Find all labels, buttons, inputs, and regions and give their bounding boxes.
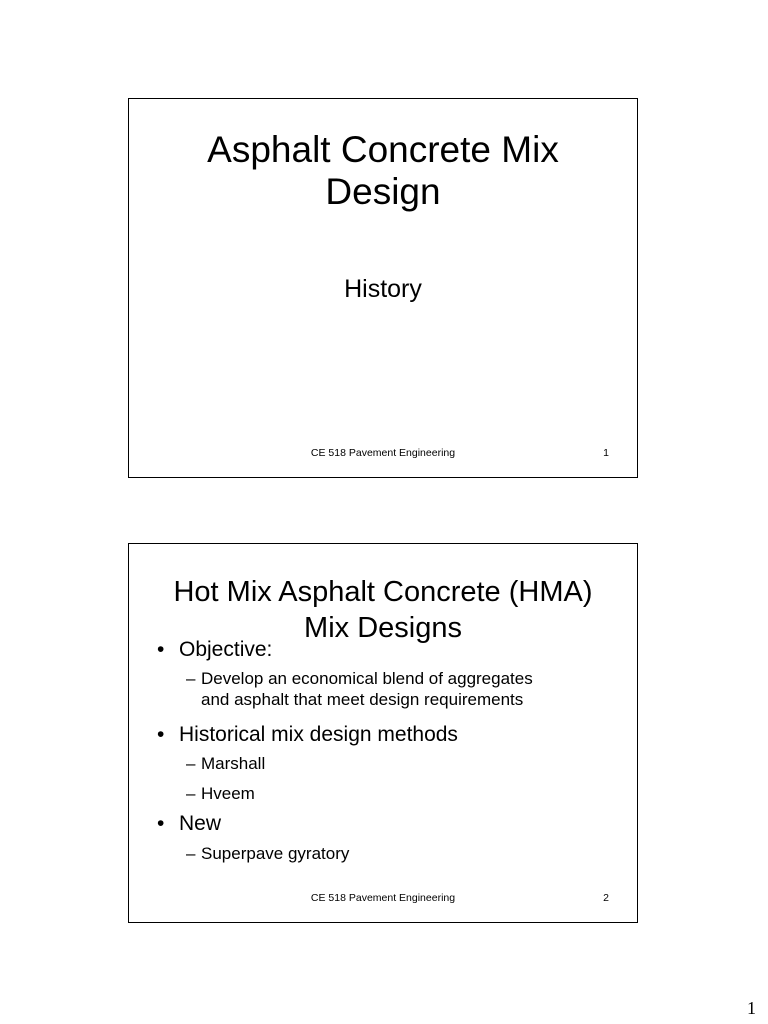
bullet-dot: •	[157, 723, 165, 746]
bullet-objective	[157, 638, 272, 662]
bullet-historical	[157, 723, 458, 747]
slide-2-number: 2	[603, 892, 609, 904]
bullet-new	[157, 812, 221, 836]
bullet-dot: •	[157, 638, 165, 661]
slide-1	[128, 98, 638, 478]
slide-1-title-line-2: Design	[325, 171, 441, 212]
sub-bullet-marshall	[186, 753, 265, 774]
bullet-dash: –	[186, 844, 196, 863]
bullet-dash: –	[186, 669, 196, 688]
sub-bullet-text-continued: and asphalt that meet design requirements	[201, 690, 524, 709]
sub-bullet-develop	[186, 668, 533, 710]
slide-2-title-line-1: Hot Mix Asphalt Concrete (HMA)	[173, 576, 593, 608]
sub-bullet-text: Superpave gyratory	[201, 844, 350, 863]
slide-1-number: 1	[603, 447, 609, 459]
slide-2	[128, 543, 638, 923]
page-number: 1	[747, 998, 756, 1018]
bullet-text: Historical mix design methods	[179, 723, 458, 746]
slide-1-footer: CE 518 Pavement Engineering	[310, 447, 456, 459]
slide-2-title	[129, 574, 637, 646]
slide-2-title-line-2: Mix Designs	[304, 612, 462, 644]
bullet-dash: –	[186, 754, 196, 773]
sub-bullet-text: Hveem	[201, 784, 255, 803]
slide-1-title-line-1: Asphalt Concrete Mix	[207, 129, 559, 170]
slide-1-title	[129, 129, 637, 213]
bullet-dash: –	[186, 784, 196, 803]
bullet-text: Objective:	[179, 638, 273, 661]
slide-2-footer: CE 518 Pavement Engineering	[310, 892, 456, 904]
sub-bullet-text: Develop an economical blend of aggregates	[201, 669, 533, 688]
slide-1-subtitle: History	[344, 275, 422, 303]
sub-bullet-hveem	[186, 783, 255, 804]
bullet-text: New	[179, 812, 222, 835]
sub-bullet-superpave	[186, 843, 349, 864]
bullet-dot: •	[157, 812, 165, 835]
sub-bullet-text: Marshall	[201, 754, 266, 773]
